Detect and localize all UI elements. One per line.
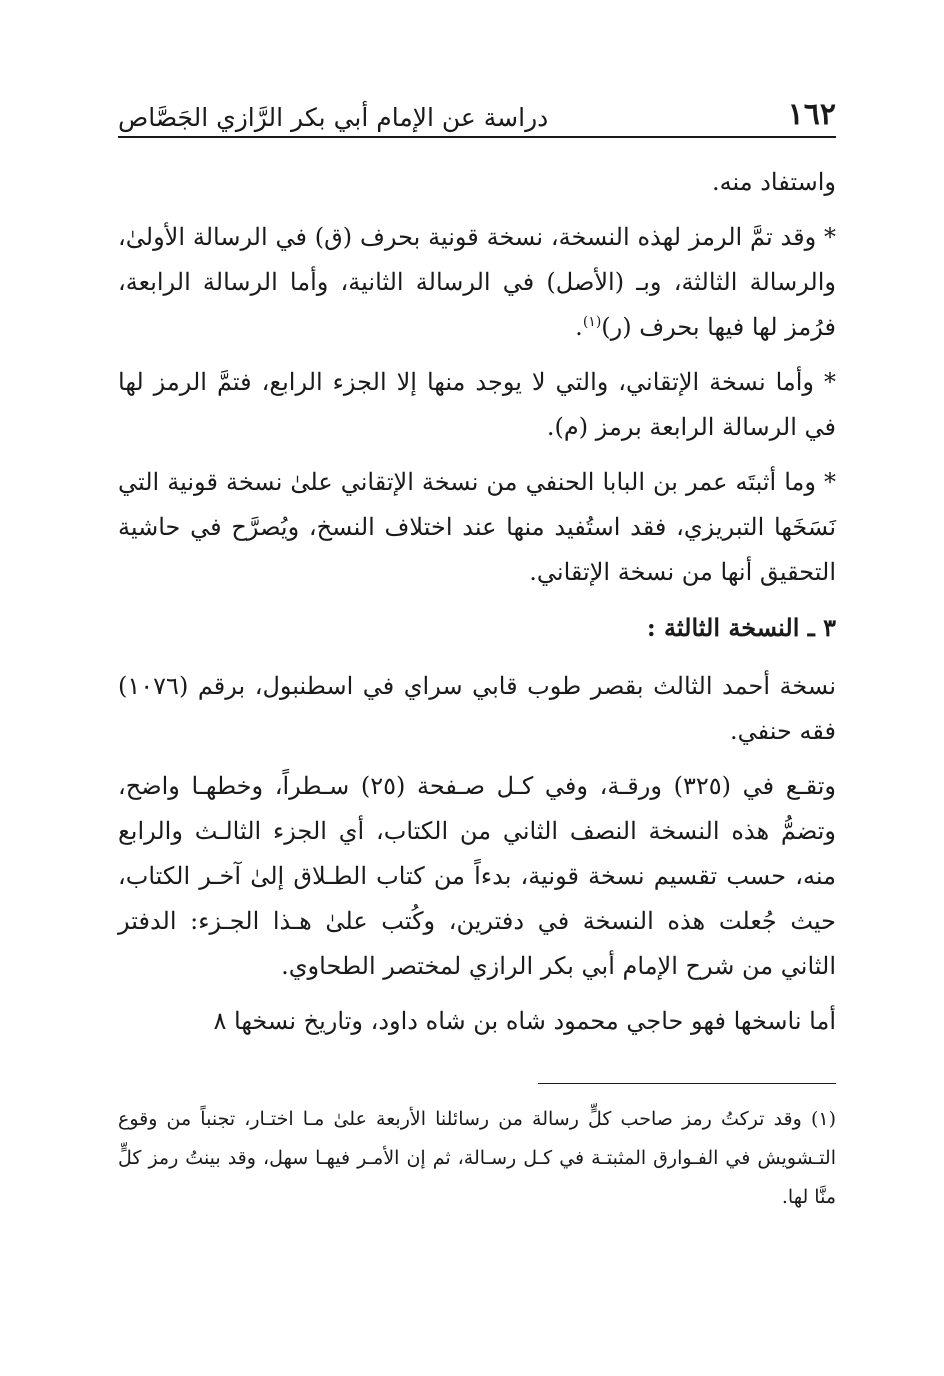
footnote-reference: (١) [582,314,602,330]
paragraph-end: . [575,313,583,341]
running-title: دراسة عن الإمام أبي بكر الرَّازي الجَصَّاص [118,103,549,132]
paragraph: واستفاد منه. [712,168,836,196]
page-header [118,92,836,138]
section-heading: ٣ ـ النسخة الثالثة : [646,613,836,642]
footnote-divider [538,1083,836,1084]
paragraph: وتقـع في (٣٢٥) ورقـة، وفي كـل صـفحة (٢٥) سـطراً، وخطهـا واضح، وتضمُّ هذه النسخة النصف الثاني من الكتاب، أي الجزء الثالـث والرابع منه، حسب تقسيم نسخة قونية، بدءاً من كتاب الطـلاق إلىٰ آخـر الكتاب، حيث جُعلت هذه النسخة في دفترين، وكُتب علىٰ هـذا الجـزء: الدفتر الثاني من شرح الإمام أبي بكر الرازي لمختصر الطحاوي. [118,772,836,980]
main-text [118,160,836,1054]
footnote [118,1100,836,1217]
footnote-text: (١) وقد تركتُ رمز صاحب كلٍّ رسالة من رسائلنا الأربعة علىٰ مـا اختـار، تجنباً من وقوع التـشويش في الفـوارق المثبتـة في كـل رسـالة، ثم إن الأمـر فيهـا سهل، وقد بينتُ رمز كلٍّ منَّا لها. [118,1108,836,1208]
paragraph: * وأما نسخة الإتقاني، والتي لا يوجد منها إلا الجزء الرابع، فتمَّ الرمز لها في الرسالة الرابعة برمز (م). [118,368,836,441]
page-number: ١٦٢ [787,97,836,132]
paragraph: نسخة أحمد الثالث بقصر طوب قابي سراي في اسطنبول، برقم (١٠٧٦) فقه حنفي. [118,672,837,745]
paragraph [118,215,836,350]
paragraph: أما ناسخها فهو حاجي محمود شاه بن شاه داود، وتاريخ نسخها ٨ [213,1007,836,1035]
paragraph-text: * وقد تمَّ الرمز لهذه النسخة، نسخة قونية بحرف (ق) في الرسالة الأولىٰ، والرسالة الثالثة، وبـ (الأصل) في الرسالة الثانية، وأما الرسالة الرابعة، فرُمز لها فيها بحرف (ر) [118,223,836,341]
paragraph: * وما أثبتَه عمر بن البابا الحنفي من نسخة الإتقاني علىٰ نسخة قونية التي نَسَخَها التبريزي، فقد استُفيد منها عند اختلاف النسخ، ويُصرَّح في حاشية التحقيق أنها من نسخة الإتقاني. [118,468,836,586]
